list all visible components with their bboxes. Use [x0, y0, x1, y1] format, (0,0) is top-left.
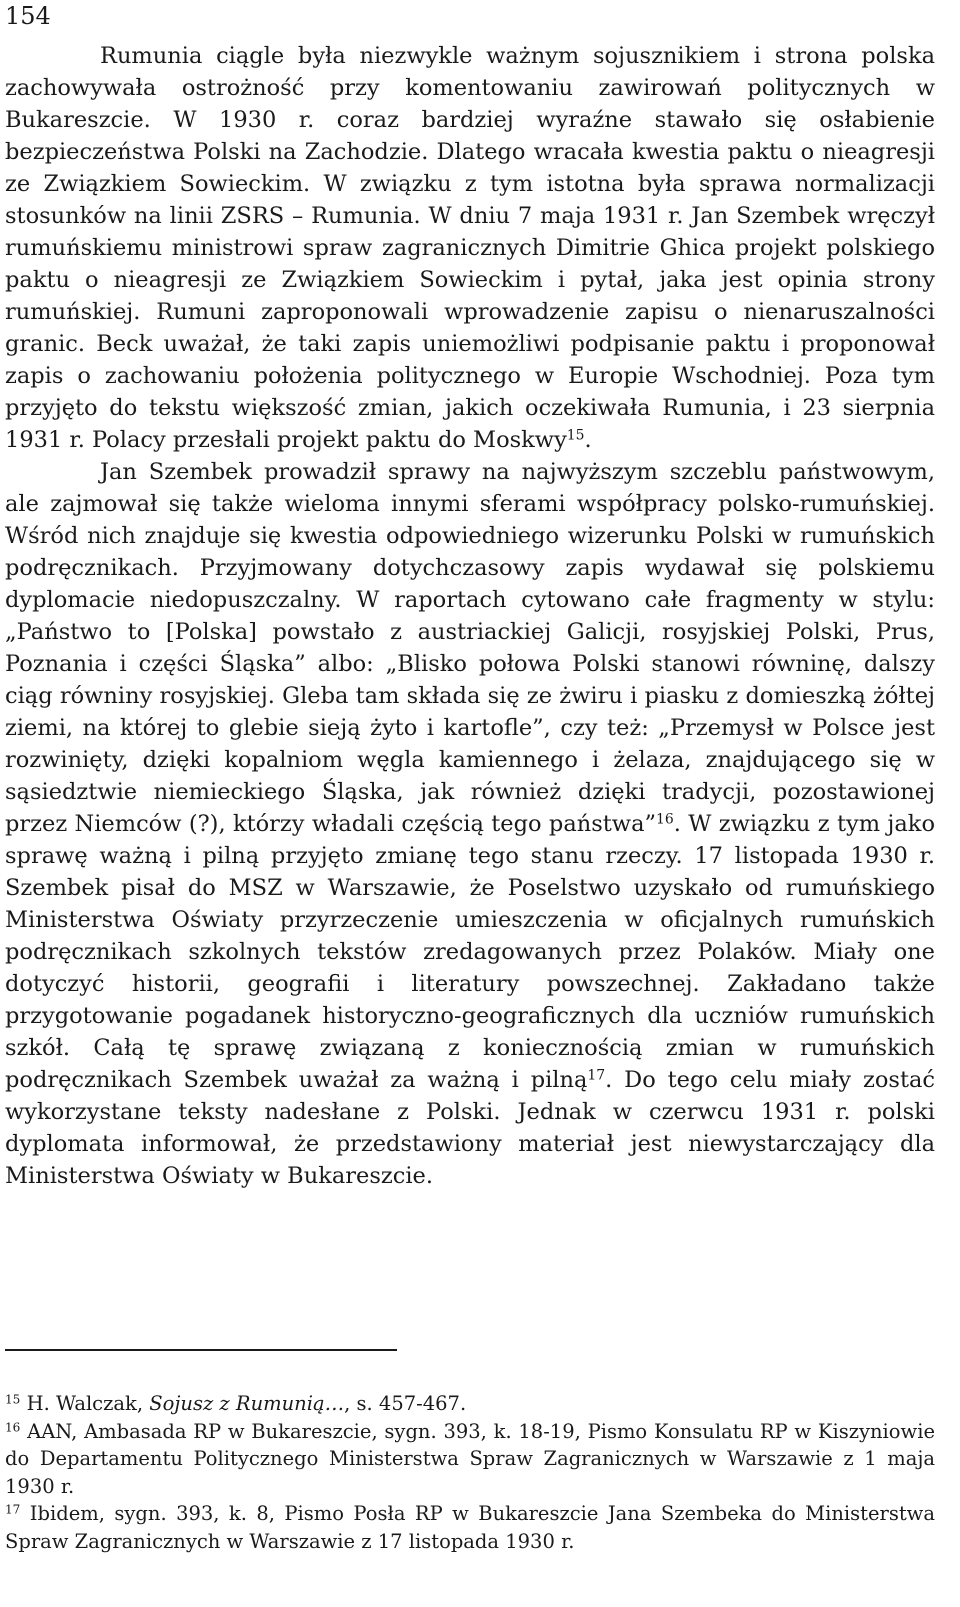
paragraph-text: Jan Szembek prowadził sprawy na najwyższym szczeblu państwowym, ale zajmował się także wieloma innymi sferami współpracy polsko-rumuńskiej. Wśród nich znajduje się kwestia odpowiedniego wizerunku Polski w rumuńskich podręcznikach. Przyjmowany dotychczasowy zapis wydawał się polskiemu dyplomacie niedopuszczalny. W raportach cytowano całe fragmenty w stylu: „Państwo to [Polska] powstało z austriackiej Galicji, rosyjskiej Polski, Prus, Poznania i części Śląska” albo: „Blisko połowa Polski stanowi równinę, dalszy ciąg równiny rosyjskiej. Gleba tam składa się ze żwiru i piasku z domieszką żółtej ziemi, na której to glebie sieją żyto i kartofle”, czy też: „Przemysł w Polsce jest rozwinięty, dzięki kopalniom węgla kamiennego i żelaza, znajdującego się w sąsiedztwie niemieckiego Śląska, jak również dzięki tradycji, pozostawionej przez Niemców (?), którzy władali częścią tego państwa” [5, 459, 935, 837]
paragraph-text: Rumunia ciągle była niezwykle ważnym sojusznikiem i strona polska zachowywała ostrożność przy komentowaniu zawirowań politycznych w Bukareszcie. W 1930 r. coraz bardziej wyraźne stawało się osłabienie bezpieczeństwa Polski na Zachodzie. Dlatego wracała kwestia paktu o nieagresji ze Związkiem Sowieckim. W związku z tym istotna była sprawa normalizacji stosunków na linii ZSRS – Rumunia. W dniu 7 maja 1931 r. Jan Szembek wręczył rumuńskiemu ministrowi spraw zagranicznych Dimitrie Ghica projekt polskiego paktu o nieagresji ze Związkiem Sowieckim i pytał, jaka jest opinia strony rumuńskiej. Rumuni zaproponowali wprowadzenie zapisu o nienaruszalności granic. Beck uważał, że taki zapis uniemożliwi podpisanie paktu i proponował zapis o zachowaniu położenia politycznego w Europie Wschodniej. Poza tym przyjęto do tekstu większość zmian, jakich oczekiwała Rumunia, i 23 sierpnia 1931 r. Polacy przesłali projekt paktu do Moskwy [5, 43, 935, 453]
footnote-ref-15: 15 [566, 427, 585, 444]
footnote-number: 17 [5, 1502, 21, 1517]
paragraph-1: Rumunia ciągle była niezwykle ważnym sojusznikiem i strona polska zachowywała ostrożność przy komentowaniu zawirowań politycznych w Bukareszcie. W 1930 r. coraz bardziej wyraźne stawało się osłabienie bezpieczeństwa Polski na Zachodzie. Dlatego wracała kwestia paktu o nieagresji ze Związkiem Sowieckim. W związku z tym istotna była sprawa normalizacji stosunków na linii ZSRS – Rumunia. W dniu 7 maja 1931 r. Jan Szembek wręczył rumuńskiemu ministrowi spraw zagranicznych Dimitrie Ghica projekt polskiego paktu o nieagresji ze Związkiem Sowieckim i pytał, jaka jest opinia strony rumuńskiej. Rumuni zaproponowali wprowadzenie zapisu o nienaruszalności granic. Beck uważał, że taki zapis uniemożliwi podpisanie paktu i proponował zapis o zachowaniu położenia politycznego w Europie Wschodniej. Poza tym przyjęto do tekstu większość zmian, jakich oczekiwała Rumunia, i 23 sierpnia 1931 r. Polacy przesłali projekt paktu do Moskwy$^{15}$. [5, 43, 935, 453]
footnote-16 [5, 1418, 935, 1501]
footnote-15 [5, 1390, 935, 1418]
page-number: 154 [5, 2, 51, 30]
footnote-title: Sojusz z Rumunią… [149, 1392, 345, 1415]
footnote-text: AAN, Ambasada RP w Bukareszcie, sygn. 393, k. 18-19, Pismo Konsulatu RP w Kiszyniowie do Departamentu Politycznego Ministerstwa Spraw Zagranicznych w Warszawie z 1 maja 1930 r. [5, 1419, 935, 1498]
footnote-17 [5, 1500, 935, 1555]
footnote-text: Ibidem, sygn. 393, k. 8, Pismo Posła RP w Bukareszcie Jana Szembeka do Ministerstwa Spraw Zagranicznych w Warszawie z 17 listopada 1930 r. [5, 1502, 935, 1553]
footnote-text: , s. 457-467. [344, 1392, 467, 1415]
main-text [5, 40, 935, 1192]
footnote-number: 16 [5, 1419, 21, 1434]
footnote-ref-16: 16 [655, 811, 674, 828]
paragraph-2 [5, 456, 935, 1192]
footnote-ref-17: 17 [587, 1067, 606, 1084]
paragraph-text: . W związku z tym jako sprawę ważną i pilną przyjęto zmianę tego stanu rzeczy. 17 listopada 1930 r. Szembek pisał do MSZ w Warszawie, że Poselstwo uzyskało od rumuńskiego Ministerstwa Oświaty przyrzeczenie umieszczenia w oficjalnych rumuńskich podręcznikach szkolnych tekstów zredagowanych przez Polaków. Miały one dotyczyć historii, geografii i literatury powszechnej. Zakładano także przygotowanie pogadanek historyczno-geograficznych dla uczniów rumuńskich szkół. Całą tę sprawę związaną z koniecznością zmian w rumuńskich podręcznikach Szembek uważał za ważną i pilną [5, 811, 935, 1093]
footnote-separator [5, 1349, 397, 1351]
paragraph-text: . Do tego celu miały zostać wykorzystane teksty nadesłane z Polski. Jednak w czerwcu 1931 r. polski dyplomata informował, że przedstawiony materiał jest niewystarczający dla Ministerstwa Oświaty w Bukareszcie. [5, 1067, 936, 1189]
footnotes [5, 1390, 935, 1555]
footnote-text: H. Walczak, [20, 1392, 150, 1415]
footnote-number: 15 [5, 1392, 21, 1407]
